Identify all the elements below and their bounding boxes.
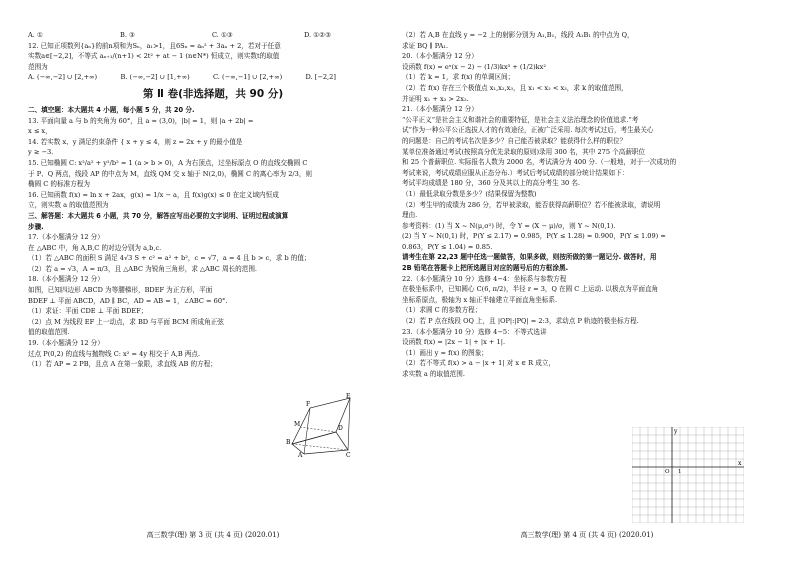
text-line: （2）若 A,B 在直线 y = −2 上的射影分别为 A₁,B₁，线段 A₁B₁ 的中点为 Q， bbox=[402, 31, 634, 39]
text-line: （1）若 k = 1，求 f(x) 的单调区间； bbox=[402, 73, 515, 82]
text-line: 坐标系原点，极轴为 x 轴正半轴建立平面直角坐标系. bbox=[402, 295, 558, 304]
option: A. ① bbox=[28, 31, 43, 39]
option: A. (−∞,−2] ∪ [2,+∞) bbox=[28, 73, 98, 82]
text-line: 13. 平面向量 a 与 b 的夹角为 60°，且 a = (3,0)，|b| = 1，则 |a + 2b| = bbox=[28, 116, 254, 125]
fill-blank-questions bbox=[28, 116, 398, 211]
text-line: （2）若 P 点在线段 OQ 上，且 |OP|:|PQ| = 2:3，求动点 P 轨迹的极坐标方程. bbox=[402, 317, 639, 326]
fill-blank-heading: 二、填空题：本大题共 4 小题，每小题 5 分，共 20 分. bbox=[28, 105, 195, 114]
graph-x-label: x bbox=[738, 460, 742, 467]
text-line: BDEF ⊥ 平面 ABCD，AD ∥ BC，AD = AB = 1，∠ABC = 60°. bbox=[28, 296, 228, 305]
text-line: 请考生在第 22,23 题中任选一题做答，如果多做，则按所做的第一题记分. 做答时，用 bbox=[402, 253, 657, 262]
text-line: （2）若 a = √3，A = π/3，且 △ABC 为锐角三角形，求 △ABC 周长的范围. bbox=[28, 264, 258, 273]
text-line: 和 25 个普薪职位. 实际报名人数为 2000 名，考试满分为 400 分.（一般地，对于一次成功的 bbox=[402, 158, 677, 167]
text-line: 的问题是：自己的考试名次是多少？自己能否被录取？能获得什么样的职位？ bbox=[402, 136, 627, 145]
text-line: 某单位准备通过考试(按照高分优先录取的原则)录用 300 名，其中 275 个高薪职位 bbox=[402, 147, 646, 156]
text-line: 在极坐标系中，已知圆心 C(6, π/2)，半径 r = 3，Q 在圆 C 上运动. 以极点为平面直角 bbox=[402, 285, 659, 294]
q23-grid bbox=[632, 427, 744, 523]
right-page bbox=[402, 30, 772, 380]
option: B. ③ bbox=[120, 31, 135, 39]
text-line: 求证 BQ ∥ PA₁. bbox=[402, 41, 449, 50]
text-line: （1）求证：平面 CDE ⊥ 平面 BDEF； bbox=[28, 307, 148, 316]
text-line: 如图，已知四边形 ABCD 为等腰梯形，BDEF 为正方形，平面 bbox=[28, 286, 213, 295]
graph-y-label: y bbox=[674, 428, 678, 435]
text-line: 20.（本小题满分 12 分） bbox=[402, 52, 478, 61]
question-12 bbox=[28, 41, 398, 73]
text-line: （2）若 f(x) 存在三个极值点 x₁,x₂,x₃，且 x₁ < x₂ < x₃，求 k 的取值范围， bbox=[402, 83, 628, 92]
text-line: 0.863，P(Y ≤ 1.04) ≈ 0.85. bbox=[402, 242, 493, 251]
text-line: 考试来说，考试成绩应服从正态分布.）考试后考试成绩的部分统计结果如下： bbox=[402, 168, 629, 177]
text-line: 18.（本小题满分 12 分） bbox=[28, 275, 104, 284]
text-line: “公平正义”是社会主义和谐社会的重要特征，是社会主义法治理念的价值追求.“考 bbox=[402, 115, 639, 124]
text-line: 求实数 a 的取值范围. bbox=[402, 370, 465, 378]
vertex-label: E bbox=[346, 393, 351, 400]
text-line: 值的取值范围. bbox=[28, 328, 70, 337]
text-line: 16. 已知函数 f(x) = ln x + 2ax，g(x) = 1/x − a，且 f(x)g(x) ≤ 0 在定义域内恒成 bbox=[28, 190, 279, 199]
text-line: （1）最低录取分数是多少？(结果保留为整数) bbox=[402, 189, 537, 198]
text-line: 19.（本小题满分 12 分） bbox=[28, 339, 104, 348]
left-footer: 高三数学(理) 第 3 页 (共 4 页) (2020.01) bbox=[146, 531, 280, 539]
vertex-label: F bbox=[306, 401, 311, 408]
option: C. (−∞,−1] ∪ [2,+∞) bbox=[213, 73, 283, 82]
text-line: 立，则实数 a 的取值范围为 bbox=[28, 201, 109, 210]
solve-heading-cont: 步骤. bbox=[28, 222, 44, 231]
text-line: 23.（本小题满分 10 分）选修 4−5：不等式选讲 bbox=[402, 327, 547, 336]
text-line: 设函数 f(x) = |2x − 1| + |x + 1|. bbox=[402, 338, 506, 347]
text-line: 15. 已知椭圆 C: x²/a² + y²/b² = 1 (a > b > 0)，A 为右顶点，过坐标原点 O 的直线交椭圆 C bbox=[28, 158, 308, 167]
text-line: 21.（本小题满分 12 分） bbox=[402, 105, 478, 114]
vertex-label: M bbox=[294, 421, 301, 428]
option: D. ①②③ bbox=[304, 31, 331, 39]
text-line: x ≤ x， bbox=[28, 127, 52, 136]
text-line: 实数a∈[−2,2]，不等式 aₙ₊₁/(n+1) < 2t² + at − 1 (n∈N*) 恒成立，则实数t的取值 bbox=[28, 52, 280, 61]
text-line: （2）若不等式 f(x) > a − |x + 1| 对 x ∈ R 成立， bbox=[402, 359, 556, 368]
text-line: 17.（本小题满分 12 分） bbox=[28, 233, 104, 242]
text-line: 范围为 bbox=[28, 62, 48, 71]
text-line: (2) 当 Y ~ N(0,1) 时，P(Y ≤ 2.17) ≈ 0.985，P(Y ≤ 1.28) ≈ 0.900，P(Y ≤ 1.09) ≈ bbox=[402, 232, 666, 241]
text-line: 过点 P(0,2) 的直线与抛物线 C: x² = 4y 相交于 A,B 两点. bbox=[28, 349, 201, 358]
option: D. [−2,2] bbox=[305, 73, 336, 82]
q11-options bbox=[28, 30, 398, 41]
text-line: 设函数 f(x) = eˣ(x − 2) − (1/3)kx³ + (1/2)kx² bbox=[402, 62, 547, 71]
text-line: 并证明 x₁ + x₃ > 2x₂. bbox=[402, 94, 469, 103]
text-line: 12. 已知正项数列{aₙ}的前n项和为Sₙ，a₁>1，且6Sₙ = aₙ² + 3aₙ + 2，若对于任意 bbox=[28, 41, 281, 50]
text-line: （1）若 △ABC 的面积 S 满足 4√3 S + c² = a² + b²，c = √7，a = 4 且 b > c，求 b 的值； bbox=[28, 254, 311, 263]
vertex-label: A bbox=[298, 452, 303, 458]
vertex-label: B bbox=[286, 439, 291, 446]
text-line: （1）求圆 C 的参数方程； bbox=[402, 306, 482, 315]
vertex-label: D bbox=[338, 425, 343, 432]
text-line: 22.（本小题满分 10 分）选修 4−4：坐标系与参数方程 bbox=[402, 274, 567, 283]
text-line: 于 P、Q 两点，线段 AP 的中点为 M，直线 QM 交 x 轴于 N(2,0)，椭圆 C 的离心率为 2/3，则 bbox=[28, 169, 313, 178]
option: C. ①③ bbox=[212, 31, 233, 39]
text-line: 试”作为一种公平公正选拔人才的有效途径，正被广泛采用. 每次考试过后，考生最关心 bbox=[402, 126, 654, 135]
text-line: （2）考生甲的成绩为 286 分，若甲被录取，能否获得高薪职位？若不能被录取，请说明 bbox=[402, 200, 661, 209]
left-page bbox=[28, 30, 398, 370]
text-line: （1）若 AP = 2 PB，且点 A 在第一象限，求直线 AB 的方程； bbox=[28, 360, 217, 369]
graph-one-label: 1 bbox=[678, 469, 682, 475]
text-line: 14. 若实数 x、y 满足约束条件 { x + y ≤ 4，则 z = 2x + y 的最小值是 bbox=[28, 137, 243, 146]
right-footer: 高三数学(理) 第 4 页 (共 4 页) (2020.01) bbox=[520, 531, 654, 539]
text-line: 在 △ABC 中，角 A,B,C 的对边分别为 a,b,c. bbox=[28, 243, 162, 252]
q12-options bbox=[28, 72, 398, 83]
vertex-label: C bbox=[346, 452, 351, 458]
q18-figure bbox=[286, 392, 352, 458]
text-line: y ≥ −3. bbox=[28, 148, 54, 157]
section-title: 第 Ⅱ 卷(非选择题，共 90 分) bbox=[142, 87, 284, 100]
text-line: 参考资料：(1) 当 X ~ N(μ,σ²) 时，令 Y = (X − μ)/σ，则 Y ~ N(0,1). bbox=[402, 221, 616, 230]
text-line: （2）点 M 为线段 EF 上一动点，求 BD 与平面 BCM 所成角正弦 bbox=[28, 317, 224, 326]
text-line: 椭圆 C 的标准方程为 bbox=[28, 180, 90, 189]
solve-heading: 三、解答题：本大题共 6 小题，共 70 分，解答应写出必要的文字说明、证明过程或演算 bbox=[28, 211, 289, 220]
graph-origin-label: O bbox=[665, 469, 670, 475]
solve-questions bbox=[28, 232, 398, 370]
option: B. (−∞,−2] ∪ [1,+∞) bbox=[120, 73, 190, 82]
text-line: （1）画出 y = f(x) 的图象； bbox=[402, 348, 488, 357]
text-line: 考试平均成绩是 180 分，360 分及其以上的高分考生 30 名. bbox=[402, 179, 581, 188]
text-line: 2B 铅笔在答题卡上把所选题目对应的题号后的方框涂黑. bbox=[402, 264, 569, 273]
text-line: 理由. bbox=[402, 211, 418, 220]
